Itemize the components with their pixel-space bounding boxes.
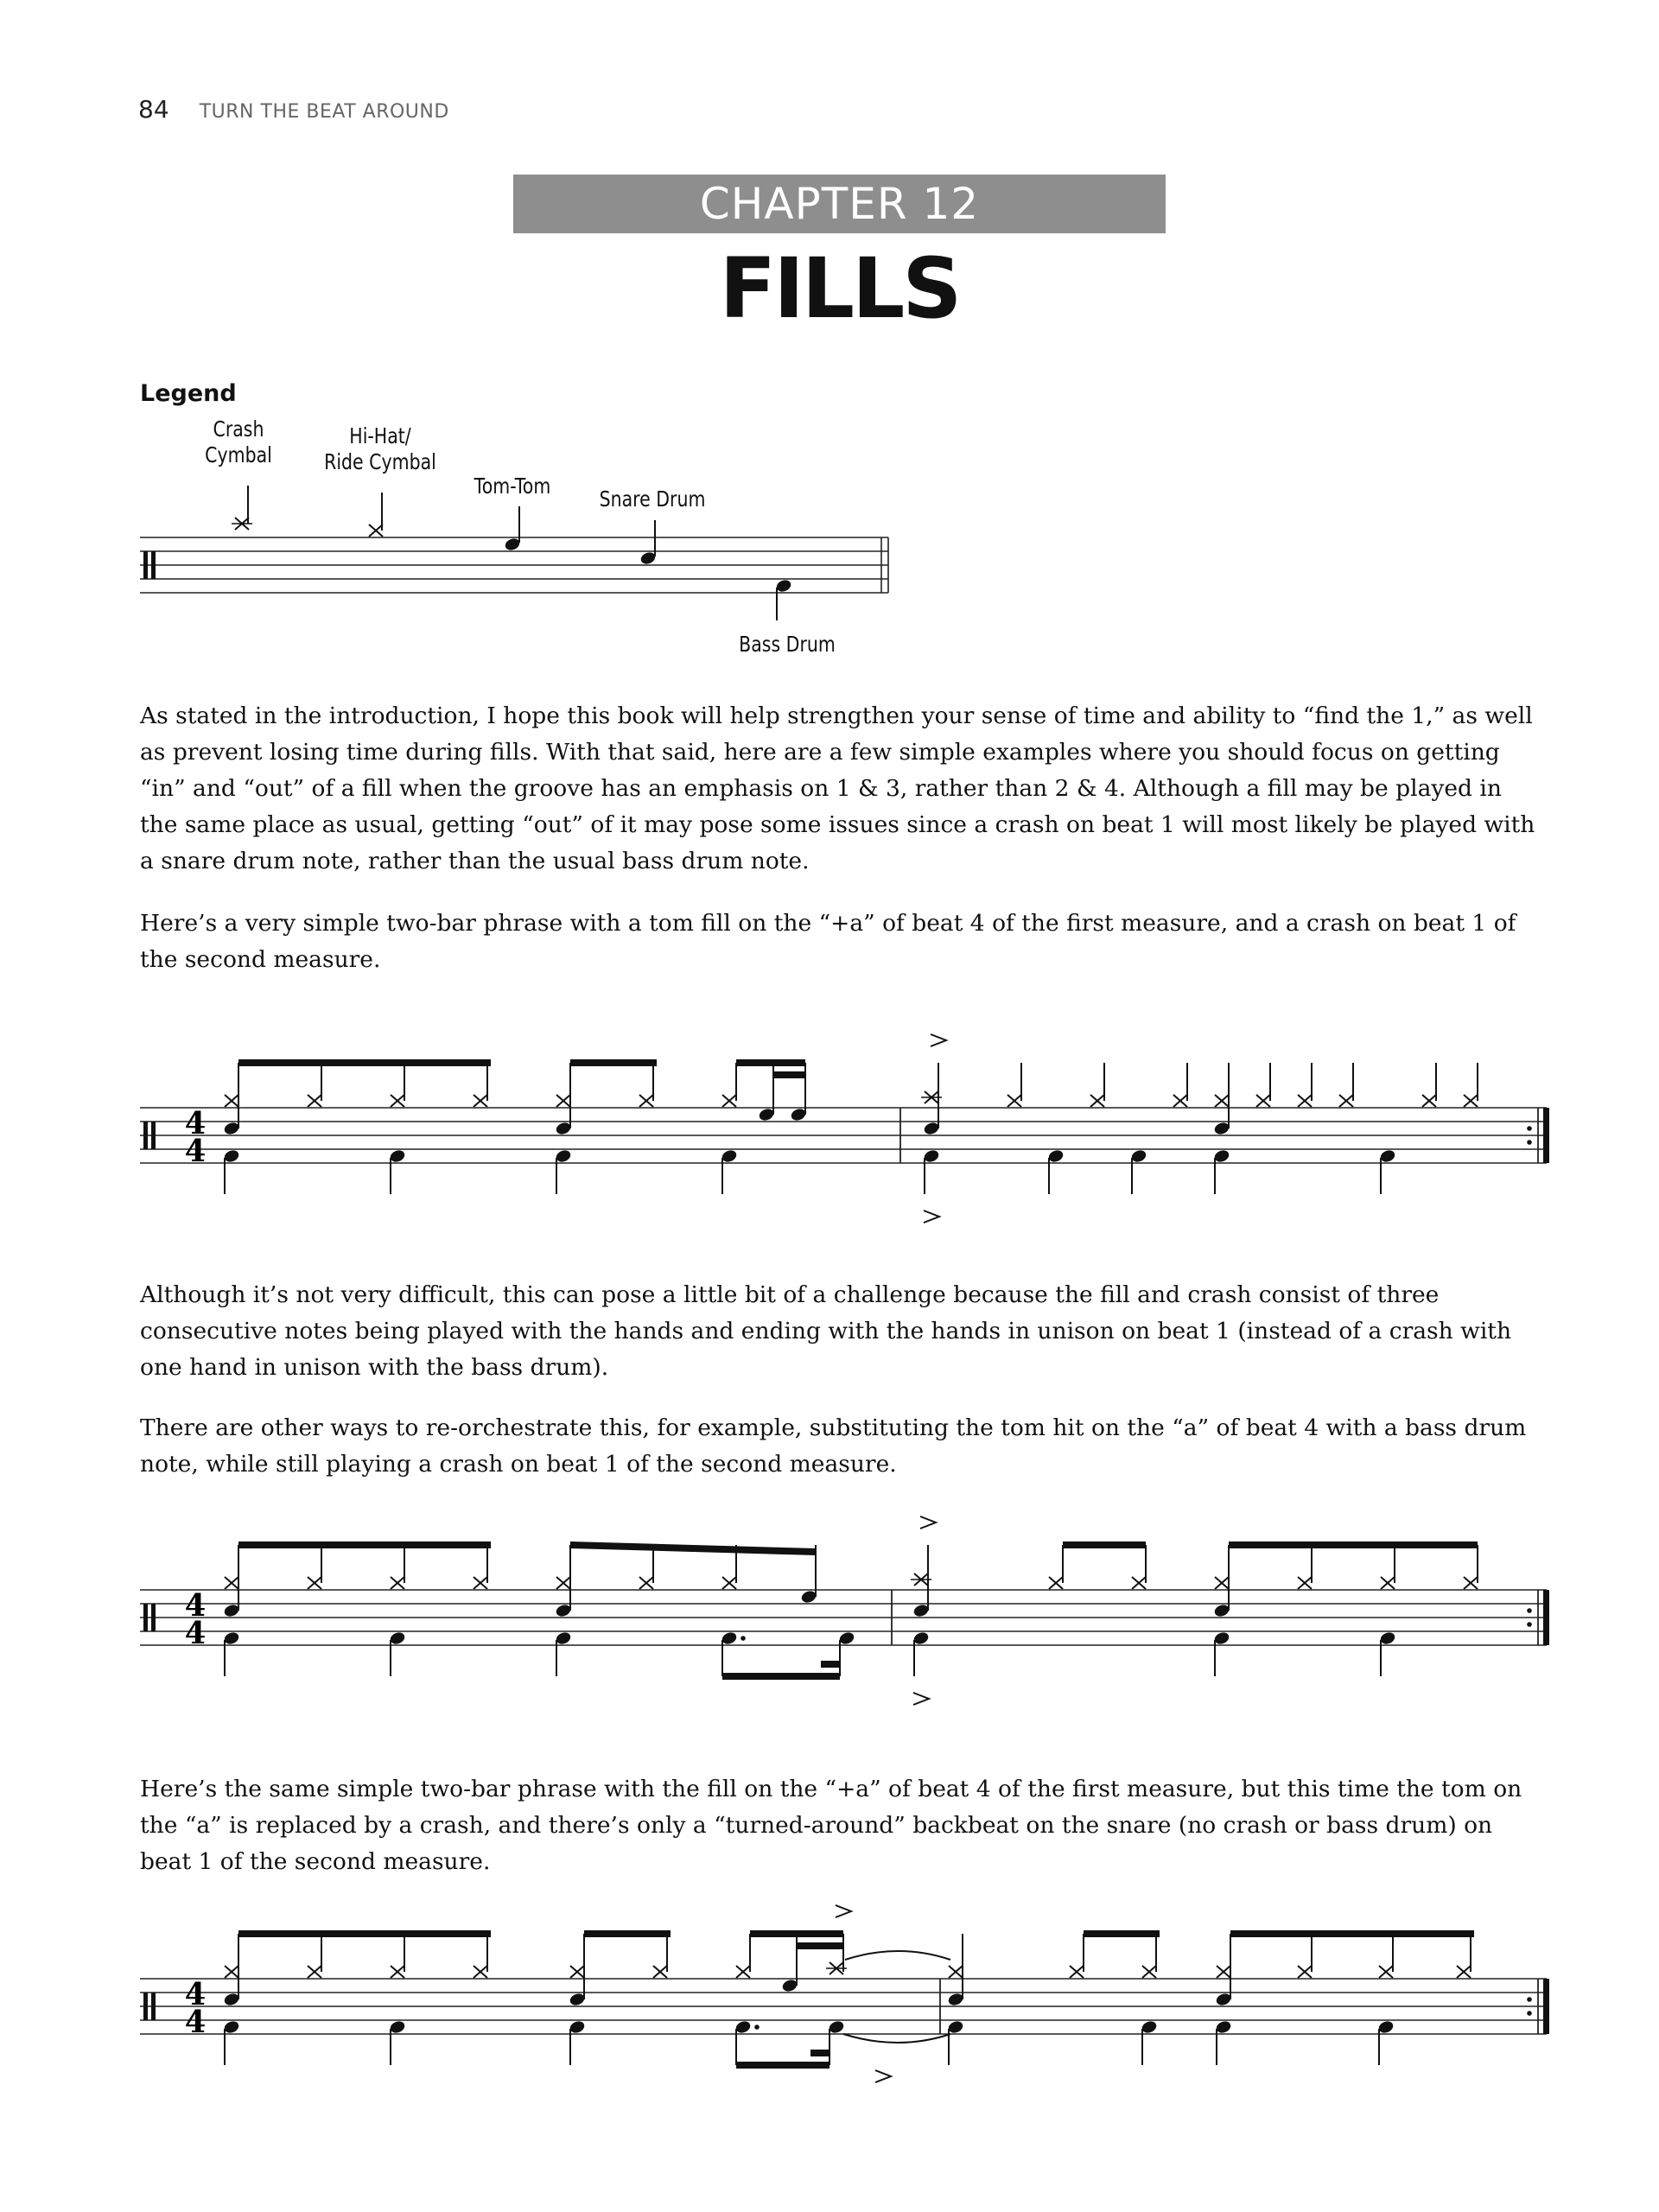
repeat-dot [1527, 2011, 1532, 2016]
paragraph-example-1: Here’s a very simple two-bar phrase with a tom fill on the “+a” of beat 4 of the first measure, and a crash on beat 1 of the second measure. [140, 910, 1516, 973]
legend-title: Legend [140, 380, 237, 407]
paragraph-example-2: There are other ways to re-orchestrate this, for example, substituting the tom hit on the “a” of beat 4 with a bass drum note, while still playing a crash on beat 1 of the second measure. [140, 1414, 1527, 1478]
beam [736, 2062, 830, 2069]
beam [797, 1942, 843, 1949]
paragraph-intro: As stated in the introduction, I hope this book will help strengthen your sense of time and ability to “find the 1,” as well as prevent losing time during fills. With that said, here are a few simple examples where you should focus on getting “in” and “out” of a fill when the groove has an emphasis on 1 & 3, rather than 2 & 4. Although a fill may be played in the same place as usual, getting “out” of it may pose some issues since a crash on beat 1 will most likely be played with a snare drum note, rather than the usual bass drum note. [140, 702, 1535, 874]
time-signature-bottom: 4 [184, 2005, 207, 2040]
page-number: 84 [138, 95, 169, 124]
chapter-label: CHAPTER 12 [513, 175, 1166, 233]
paragraph-challenge: Although it’s not very difficult, this can pose a little bit of a challenge because the fill and crash consist of three consecutive notes being played with the hands and ending with the hands in unison on beat 1 (instead of a crash with one hand in unison with the bass drum). [140, 1281, 1512, 1381]
legend-label-hihat-text: Hi-Hat/ Ride Cymbal [324, 423, 436, 474]
paragraph-example-3: Here’s the same simple two-bar phrase with the fill on the “+a” of beat 4 of the first measure, but this time the tom on the “a” is replaced by a crash, and there’s only a “turned-around” backbeat on the snare (no crash or bass drum) on beat 1 of the second measure. [140, 1776, 1522, 1875]
augmentation-dot [754, 2024, 760, 2030]
beam [1230, 1930, 1474, 1937]
running-title: TURN THE BEAT AROUND [199, 101, 449, 123]
time-signature-bottom: 4 [184, 1134, 207, 1169]
accent-mark [836, 1905, 851, 1917]
accent-mark [875, 2070, 891, 2082]
chapter-title: FILLS [719, 240, 960, 337]
beam [810, 2050, 830, 2056]
legend-label-crash-text: Crash Cymbal [205, 416, 272, 467]
repeat-dot [1527, 1997, 1532, 2002]
beam [584, 1930, 671, 1937]
tie [845, 1951, 950, 1960]
time-signature-bottom: 4 [184, 1616, 207, 1651]
time-signature-top: 4 [184, 1106, 207, 1141]
final-barline [1543, 1979, 1549, 2034]
legend-label-bass: Bass Drum [739, 632, 836, 657]
beam [750, 1930, 843, 1937]
beam [1084, 1930, 1160, 1937]
tie [843, 2034, 950, 2043]
beam [238, 1930, 491, 1937]
time-signature-top: 4 [184, 1977, 207, 2012]
legend-label-snare: Snare Drum [599, 486, 706, 512]
time-signature-top: 4 [184, 1588, 207, 1624]
legend-label-tom: Tom-Tom [474, 474, 551, 499]
percussion-clef [143, 1993, 148, 2020]
percussion-clef [151, 1993, 156, 2020]
